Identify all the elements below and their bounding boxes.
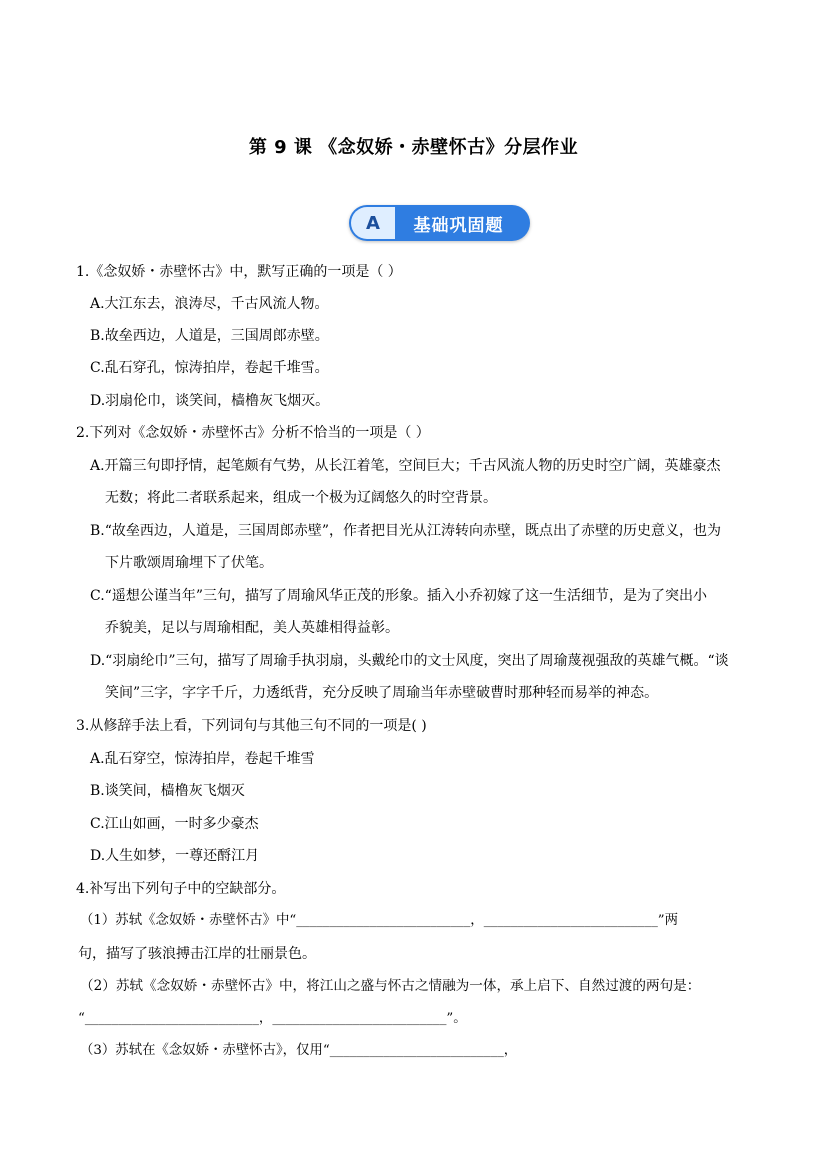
q1-option-a: A.大江东去，浪涛尽，千古风流人物。 bbox=[90, 296, 329, 312]
q4-item-2-line-2: “__________________________，__________________________”。 bbox=[78, 1011, 467, 1026]
q4-item-3-line-1: （3）苏轼在《念奴娇・赤壁怀古》，仅用“__________________________， bbox=[80, 1043, 518, 1058]
badge-label: 基础巩固题 bbox=[413, 215, 504, 236]
q2-option-c-line-2: 乔貌美，足以与周瑜相配，美人英雄相得益彰。 bbox=[105, 620, 399, 636]
question-2-stem: 2.下列对《念奴娇・赤壁怀古》分析不恰当的一项是（ ） bbox=[76, 425, 430, 441]
q3-option-b: B.谈笑间，樯橹灰飞烟灭 bbox=[90, 783, 245, 799]
page-title: 第 9 课 《念奴娇・赤壁怀古》分层作业 bbox=[248, 137, 579, 158]
section-badge bbox=[349, 205, 530, 241]
q1-option-c: C.乱石穿孔，惊涛拍岸，卷起千堆雪。 bbox=[90, 360, 329, 376]
q3-option-c: C.江山如画，一时多少豪杰 bbox=[90, 816, 259, 832]
badge-letter: A bbox=[351, 207, 395, 239]
q2-option-b-line-1: B.“故垒西边，人道是，三国周郎赤壁”，作者把目光从江涛转向赤壁，既点出了赤壁的历史意义，也为 bbox=[90, 523, 722, 539]
q2-option-a-line-1: A.开篇三句即抒情，起笔颇有气势，从长江着笔，空间巨大；千古风流人物的历史时空广阔，英雄豪杰 bbox=[90, 458, 721, 474]
q1-option-b: B.故垒西边，人道是，三国周郎赤壁。 bbox=[90, 328, 329, 344]
q2-option-b-line-2: 下片歌颂周瑜埋下了伏笔。 bbox=[105, 555, 273, 571]
q2-option-d-line-2: 笑间”三字，字字千斤，力透纸背，充分反映了周瑜当年赤壁破曹时那种轻而易举的神态。 bbox=[105, 685, 659, 701]
question-3-stem: 3.从修辞手法上看，下列词句与其他三句不同的一项是( ) bbox=[76, 718, 427, 734]
q3-option-a: A.乱石穿空，惊涛拍岸，卷起千堆雪 bbox=[90, 751, 315, 767]
q3-option-d: D.人生如梦，一尊还酹江月 bbox=[90, 848, 260, 864]
q2-option-c-line-1: C.“遥想公谨当年”三句，描写了周瑜风华正茂的形象。插入小乔初嫁了这一生活细节，是为了突出小 bbox=[90, 588, 707, 604]
question-4-stem: 4.补写出下列句子中的空缺部分。 bbox=[76, 881, 286, 897]
q4-item-2-line-1: （2）苏轼《念奴娇・赤壁怀古》中，将江山之盛与怀古之情融为一体，承上启下、自然过渡的两句是： bbox=[80, 978, 701, 994]
q4-item-1-line-2: 句，描写了骇浪搏击江岸的壮丽景色。 bbox=[78, 946, 316, 962]
q2-option-d-line-1: D.“羽扇纶巾”三句，描写了周瑜手执羽扇，头戴纶巾的文士风度，突出了周瑜蔑视强敌的英雄气概。“谈 bbox=[90, 653, 729, 669]
question-1-stem: 1.《念奴娇・赤壁怀古》中，默写正确的一项是（ ） bbox=[76, 264, 402, 280]
q4-item-1-line-1: （1）苏轼《念奴娇・赤壁怀古》中“__________________________，__________________________”两 bbox=[80, 913, 679, 928]
q2-option-a-line-2: 无数；将此二者联系起来，组成一个极为辽阔悠久的时空背景。 bbox=[105, 490, 497, 506]
q1-option-d: D.羽扇伦巾，谈笑间，樯橹灰飞烟灭。 bbox=[90, 393, 330, 409]
